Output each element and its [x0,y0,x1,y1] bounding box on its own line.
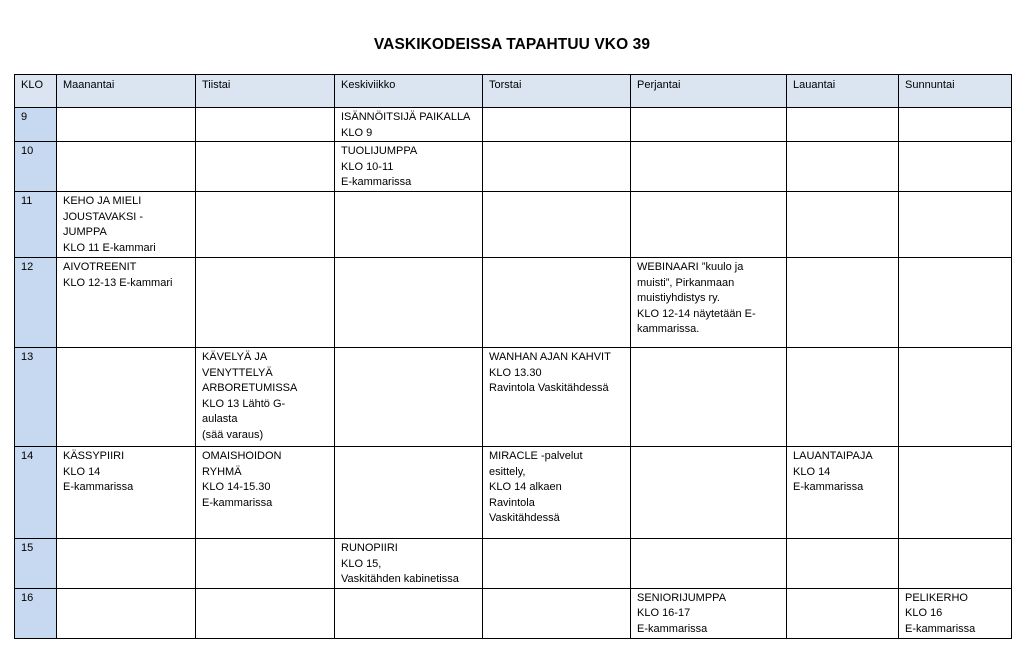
table-row [15,258,1012,348]
event-cell [631,142,787,192]
hour-cell: 13 [15,348,57,447]
table-row [15,142,1012,192]
event-cell [899,108,1012,142]
event-cell: PELIKERHO KLO 16 E-kammarissa [899,588,1012,638]
event-cell [196,108,335,142]
event-cell [787,258,899,348]
header-monday: Maanantai [57,75,196,108]
event-cell: LAUANTAIPAJA KLO 14 E-kammarissa [787,447,899,539]
hour-cell: 15 [15,539,57,589]
event-cell [899,348,1012,447]
event-cell [899,539,1012,589]
event-cell [335,258,483,348]
hour-cell: 11 [15,192,57,258]
hour-cell: 16 [15,588,57,638]
event-cell [335,348,483,447]
event-cell [57,539,196,589]
header-tuesday: Tiistai [196,75,335,108]
event-cell [631,192,787,258]
hour-cell: 12 [15,258,57,348]
event-cell: ISÄNNÖITSIJÄ PAIKALLA KLO 9 [335,108,483,142]
event-cell [899,447,1012,539]
table-row [15,447,1012,539]
event-cell: MIRACLE -palvelut esittely, KLO 14 alkaen Ravintola Vaskitähdessä [483,447,631,539]
event-cell [57,108,196,142]
event-cell [196,539,335,589]
page-title: VASKIKODEISSA TAPAHTUU VKO 39 [373,36,651,53]
event-cell [787,192,899,258]
header-saturday: Lauantai [787,75,899,108]
event-cell [196,258,335,348]
event-cell [631,539,787,589]
table-row [15,108,1012,142]
table-row [15,539,1012,589]
event-cell: AIVOTREENIT KLO 12-13 E-kammari [57,258,196,348]
header-thursday: Torstai [483,75,631,108]
header-friday: Perjantai [631,75,787,108]
event-cell: KEHO JA MIELI JOUSTAVAKSI - JUMPPA KLO 11 E-kammari [57,192,196,258]
event-cell [787,108,899,142]
event-cell [196,192,335,258]
event-cell [483,108,631,142]
weekly-schedule-table [14,74,1012,639]
event-cell [899,142,1012,192]
event-cell: WANHAN AJAN KAHVIT KLO 13.30 Ravintola Vaskitähdessä [483,348,631,447]
event-cell [196,588,335,638]
event-cell [335,192,483,258]
event-cell [899,192,1012,258]
table-row [15,588,1012,638]
event-cell [787,539,899,589]
header-klo: KLO [15,75,57,108]
hour-cell: 10 [15,142,57,192]
event-cell [483,142,631,192]
header-sunday: Sunnuntai [899,75,1012,108]
event-cell [899,258,1012,348]
event-cell [196,142,335,192]
event-cell: TUOLIJUMPPA KLO 10-11 E-kammarissa [335,142,483,192]
event-cell [57,142,196,192]
event-cell [483,258,631,348]
event-cell: KÄSSYPIIRI KLO 14 E-kammarissa [57,447,196,539]
event-cell: SENIORIJUMPPA KLO 16-17 E-kammarissa [631,588,787,638]
event-cell [787,348,899,447]
hour-cell: 9 [15,108,57,142]
header-row [15,75,1012,108]
table-row [15,348,1012,447]
event-cell: KÄVELYÄ JA VENYTTELYÄ ARBORETUMISSA KLO 13 Lähtö G- aulasta (sää varaus) [196,348,335,447]
event-cell [335,447,483,539]
event-cell [335,588,483,638]
event-cell: OMAISHOIDON RYHMÄ KLO 14-15.30 E-kammarissa [196,447,335,539]
table-row [15,192,1012,258]
event-cell [57,588,196,638]
event-cell [631,447,787,539]
event-cell [631,108,787,142]
event-cell [57,348,196,447]
event-cell [631,348,787,447]
event-cell: RUNOPIIRI KLO 15, Vaskitähden kabinetissa [335,539,483,589]
event-cell [483,588,631,638]
event-cell: WEBINAARI ”kuulo ja muisti”, Pirkanmaan muistiyhdistys ry. KLO 12-14 näytetään E- kammarissa. [631,258,787,348]
event-cell [483,192,631,258]
event-cell [787,588,899,638]
header-wednesday: Keskiviikko [335,75,483,108]
event-cell [483,539,631,589]
hour-cell: 14 [15,447,57,539]
event-cell [787,142,899,192]
